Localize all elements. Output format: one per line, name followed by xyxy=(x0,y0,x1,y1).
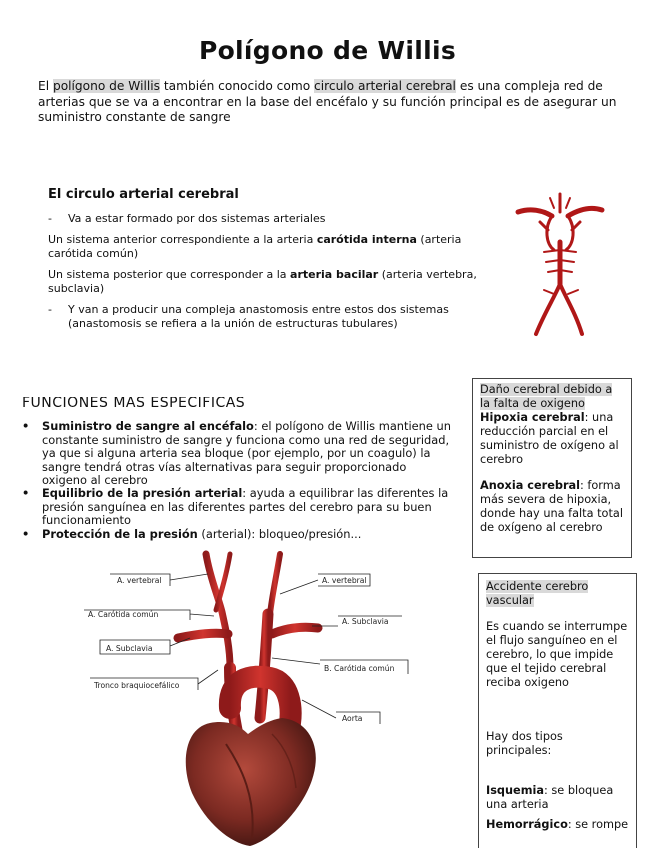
page-title: Polígono de Willis xyxy=(198,36,457,65)
intro-paragraph xyxy=(38,79,628,126)
intro-highlight-willis: polígono de Willis xyxy=(52,79,160,93)
label-carotida-comun-left: A. Carótida común xyxy=(88,610,159,619)
function-item: • Equilibrio de la presión arterial: ayuda a equilibrar las diferentes la presión sanguínea en las diferentes partes del cerebro para su buen funcionamiento xyxy=(22,486,449,528)
willis-circle-illustration xyxy=(510,188,610,338)
intro-text: también conocido como xyxy=(159,79,315,93)
function-item: • Suministro de sangre al encéfalo: el polígono de Willis mantiene un constante suministro de sangre y funciona como una red de seguridad, ya que si alguna arteria sea bloque (por ejemplo, por un coagulo) la sangre tendrá otras vías alternativas para seguir proporcionado oxigeno al cerebro xyxy=(22,419,451,488)
label-vertebral-left: A. vertebral xyxy=(117,576,162,585)
heart-arteries-diagram xyxy=(80,548,430,848)
stroke-types: Hay dos tipos principales: xyxy=(486,730,563,757)
functions-heading: FUNCIONES MAS ESPECIFICAS xyxy=(22,397,246,411)
ischemia-text: Isquemia: se bloquea una arteria xyxy=(486,784,614,811)
stroke-heading: Accidente cerebro vascular xyxy=(486,580,589,607)
intro-highlight-circulo: circulo arterial cerebral xyxy=(314,79,456,93)
intro-text: es una compleja red de arterias que se va a encontrar en la base del encéfalo y su función principal es de asegurar un suministro constante de sangre xyxy=(38,79,617,124)
circle-dash-item: - Va a estar formado por dos sistemas arteriales xyxy=(48,212,326,225)
damage-heading: Daño cerebral debido a la falta de oxigeno xyxy=(480,383,613,410)
circle-posterior-paragraph: Un sistema posterior que corresponder a la arteria bacilar (arteria vertebra, subclavia) xyxy=(48,268,477,295)
functions-section xyxy=(22,397,454,549)
label-aorta: Aorta xyxy=(342,714,363,723)
circle-section xyxy=(48,188,488,338)
stroke-box xyxy=(478,573,637,848)
anoxia-text: Anoxia cerebral: forma más severa de hipoxia, donde hay una falta total de oxígeno al cerebro xyxy=(480,479,623,534)
function-item: • Protección de la presión (arterial): bloqueo/presión... xyxy=(22,526,362,541)
label-vertebral-right: A. vertebral xyxy=(322,576,367,585)
circle-anterior-paragraph: Un sistema anterior correspondiente a la arteria carótida interna (arteria carótida común) xyxy=(48,233,462,260)
label-subclavia-left: A. Subclavia xyxy=(106,644,153,653)
hemorrhagic-text: Hemorrágico: se rompe xyxy=(486,818,629,831)
hypoxia-text: Hipoxia cerebral: una reducción parcial en el suministro de oxígeno al cerebro xyxy=(480,411,619,466)
intro-text: El xyxy=(38,79,53,93)
stroke-definition: Es cuando se interrumpe el flujo sanguíneo en el cerebro, lo que impide que el tejido cerebral reciba oxigeno xyxy=(486,620,628,689)
circle-dash-item: - Y van a producir una compleja anastomosis entre estos dos sistemas (anastomosis se refiera a la unión de estructuras tubulares) xyxy=(48,303,449,330)
label-tronco: Tronco braquiocefálico xyxy=(94,681,180,690)
brain-damage-box xyxy=(472,378,632,558)
label-subclavia-right: A. Subclavia xyxy=(342,617,389,626)
label-carotida-comun-right: B. Carótida común xyxy=(324,664,395,673)
circle-heading: El circulo arterial cerebral xyxy=(48,187,239,202)
